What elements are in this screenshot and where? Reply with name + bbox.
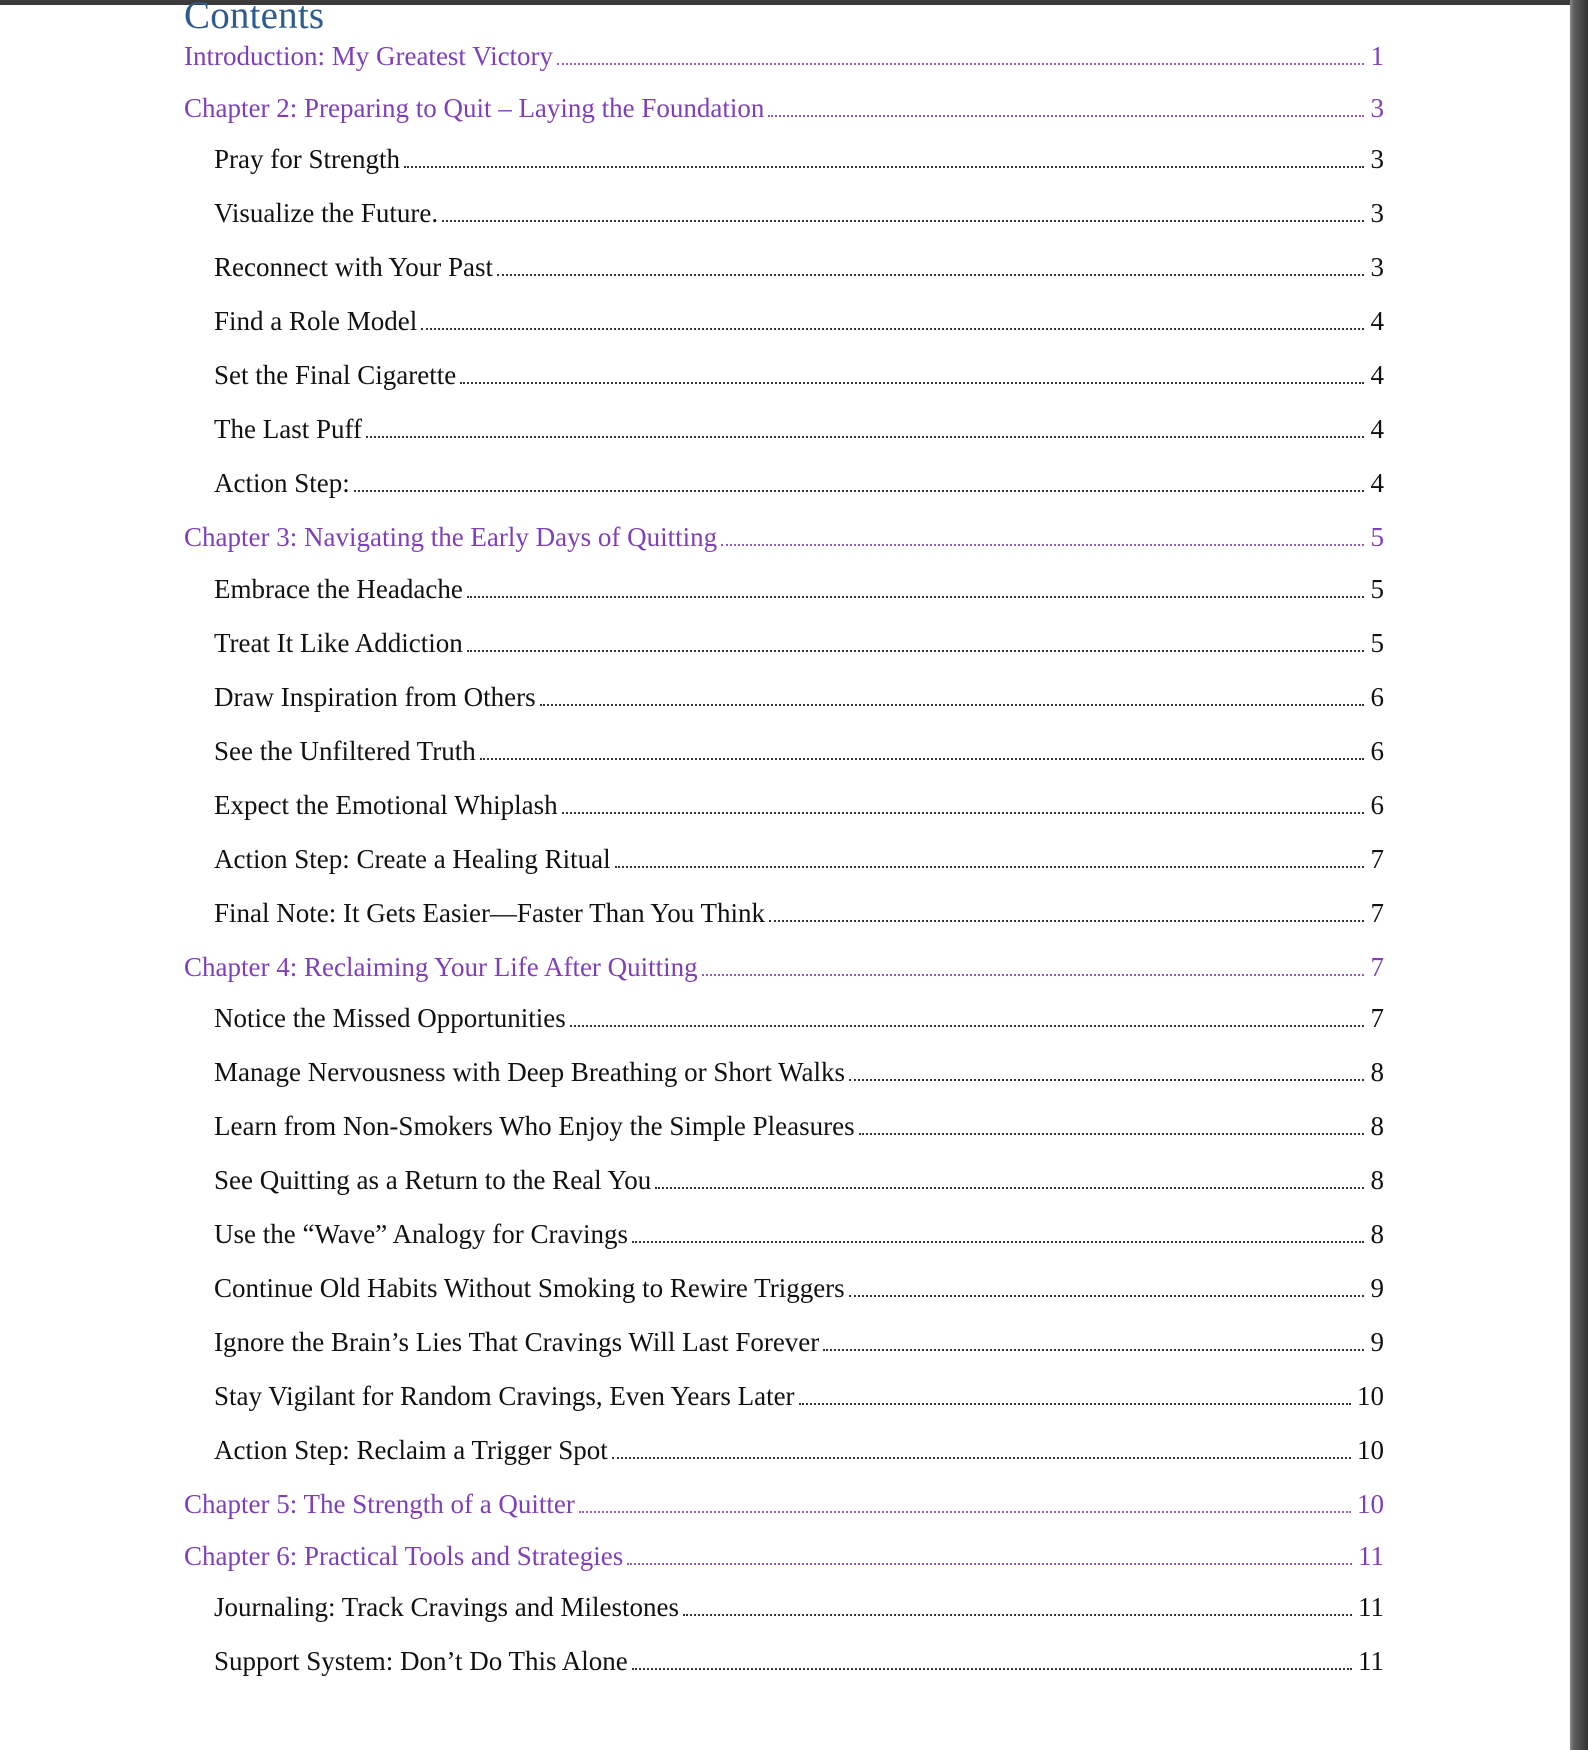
dot-leader	[460, 382, 1364, 384]
dot-leader	[683, 1614, 1352, 1616]
toc-entry-title: See Quitting as a Return to the Real You	[214, 1165, 652, 1195]
toc-page-number: 8	[1370, 1219, 1384, 1249]
toc-section-entry[interactable]	[184, 306, 1384, 360]
dot-leader	[702, 974, 1364, 976]
toc-page-number: 7	[1370, 951, 1384, 982]
dot-leader	[768, 115, 1364, 117]
toc-chapter-entry[interactable]	[184, 1541, 1384, 1593]
toc-page-number: 11	[1358, 1646, 1384, 1676]
dot-leader	[655, 1187, 1364, 1189]
dot-leader	[799, 1403, 1351, 1405]
dot-leader	[627, 1563, 1352, 1565]
toc-page-number: 10	[1357, 1381, 1384, 1411]
toc-section-entry[interactable]	[184, 628, 1384, 682]
toc-page-number: 1	[1370, 41, 1384, 71]
toc-section-entry[interactable]	[184, 1273, 1384, 1327]
toc-section-entry[interactable]	[184, 574, 1384, 628]
toc-page-number: 8	[1370, 1165, 1384, 1195]
toc-section-entry[interactable]	[184, 144, 1384, 198]
toc-page-number: 3	[1370, 92, 1384, 123]
dot-leader	[849, 1295, 1364, 1297]
toc-page-number: 11	[1358, 1540, 1384, 1571]
toc-entry-title: Support System: Don’t Do This Alone	[214, 1646, 628, 1676]
dot-leader	[557, 63, 1364, 65]
toc-chapter-entry[interactable]	[184, 1489, 1384, 1541]
toc-entry-title: The Last Puff	[214, 414, 362, 444]
toc-entry-title: Find a Role Model	[214, 306, 418, 336]
toc-section-entry[interactable]	[184, 1646, 1384, 1700]
toc-entry-title: Chapter 3: Navigating the Early Days of Quitting	[184, 522, 718, 552]
toc-entry-title: Final Note: It Gets Easier—Faster Than You Think	[214, 897, 765, 928]
toc-section-entry[interactable]	[184, 736, 1384, 790]
toc-entry-title: Chapter 5: The Strength of a Quitter	[184, 1489, 575, 1519]
dot-leader	[612, 1457, 1351, 1459]
toc-page-number: 4	[1370, 468, 1384, 498]
toc-section-entry[interactable]	[184, 844, 1384, 898]
toc-entry-title: See the Unfiltered Truth	[214, 735, 476, 766]
dot-leader	[769, 920, 1364, 922]
toc-entry-title: Learn from Non-Smokers Who Enjoy the Simple Pleasures	[214, 1111, 855, 1141]
toc-page-number: 5	[1370, 627, 1384, 658]
toc-section-entry[interactable]	[184, 1057, 1384, 1111]
toc-section-entry[interactable]	[184, 468, 1384, 522]
dot-leader	[721, 544, 1364, 546]
toc-page-number: 8	[1370, 1111, 1384, 1141]
toc-page-number: 10	[1357, 1435, 1384, 1465]
toc-section-entry[interactable]	[184, 252, 1384, 306]
toc-page-number: 11	[1358, 1592, 1384, 1622]
toc-page-number: 4	[1370, 306, 1384, 336]
toc-page-number: 4	[1370, 414, 1384, 444]
toc-entry-title: Ignore the Brain’s Lies That Cravings Will Last Forever	[214, 1327, 820, 1357]
toc-entry-title: Continue Old Habits Without Smoking to Rewire Triggers	[214, 1273, 845, 1303]
toc-page-number: 3	[1370, 198, 1384, 228]
toc-page-number: 9	[1370, 1273, 1384, 1303]
toc-heading: Contents	[184, 0, 325, 37]
toc-entry-title: Stay Vigilant for Random Cravings, Even Years Later	[214, 1381, 795, 1411]
toc-chapter-entry[interactable]	[184, 93, 1384, 145]
toc-section-entry[interactable]	[184, 1381, 1384, 1435]
toc-entry-title: Draw Inspiration from Others	[214, 681, 536, 712]
toc-section-entry[interactable]	[184, 1327, 1384, 1381]
toc-section-entry[interactable]	[184, 1165, 1384, 1219]
toc-entry-title: Pray for Strength	[214, 144, 400, 174]
toc-page-number: 10	[1357, 1489, 1384, 1519]
toc-page-number: 5	[1370, 573, 1384, 604]
toc-section-entry[interactable]	[184, 1003, 1384, 1057]
toc-chapter-entry[interactable]	[184, 952, 1384, 1004]
toc-entry-title: Treat It Like Addiction	[214, 627, 463, 658]
toc-section-entry[interactable]	[184, 1435, 1384, 1489]
toc-section-entry[interactable]	[184, 898, 1384, 952]
dot-leader	[540, 704, 1364, 706]
toc-page-number: 5	[1370, 522, 1384, 552]
toc-page-number: 4	[1370, 360, 1384, 390]
dot-leader	[404, 166, 1364, 168]
dot-leader	[849, 1079, 1364, 1081]
toc-chapter-entry[interactable]	[184, 41, 1384, 93]
toc-section-entry[interactable]	[184, 682, 1384, 736]
toc-section-entry[interactable]	[184, 198, 1384, 252]
toc-section-entry[interactable]	[184, 790, 1384, 844]
toc-section-entry[interactable]	[184, 1592, 1384, 1646]
toc-page-number: 6	[1370, 789, 1384, 820]
toc-page-number: 3	[1370, 252, 1384, 282]
toc-page-number: 7	[1370, 897, 1384, 928]
toc-entry-title: Visualize the Future.	[214, 198, 439, 228]
toc-page-number: 7	[1370, 843, 1384, 874]
dot-leader	[579, 1511, 1351, 1513]
dot-leader	[615, 866, 1364, 868]
toc-entry-title: Embrace the Headache	[214, 573, 463, 604]
toc-entry-title: Introduction: My Greatest Victory	[184, 41, 554, 71]
toc-entry-title: Manage Nervousness with Deep Breathing or Short Walks	[214, 1057, 845, 1087]
dot-leader	[442, 220, 1364, 222]
dot-leader	[632, 1668, 1352, 1670]
toc-entry-title: Chapter 2: Preparing to Quit – Laying the Foundation	[184, 92, 765, 123]
dot-leader	[859, 1133, 1364, 1135]
toc-section-entry[interactable]	[184, 414, 1384, 468]
toc-page-number: 6	[1370, 735, 1384, 766]
dot-leader	[823, 1349, 1364, 1351]
dot-leader	[421, 328, 1364, 330]
toc-chapter-entry[interactable]	[184, 522, 1384, 574]
toc-page-number: 9	[1370, 1327, 1384, 1357]
toc-page-number: 7	[1370, 1003, 1384, 1033]
toc-entry-title: Action Step: Reclaim a Trigger Spot	[214, 1435, 608, 1465]
dot-leader	[354, 490, 1364, 492]
toc-page-number: 6	[1370, 681, 1384, 712]
toc-entry-title: Expect the Emotional Whiplash	[214, 789, 558, 820]
dot-leader	[467, 650, 1364, 652]
toc-entry-title: Journaling: Track Cravings and Milestones	[214, 1592, 679, 1622]
toc-page-number: 3	[1370, 144, 1384, 174]
dot-leader	[366, 436, 1364, 438]
dot-leader	[467, 596, 1364, 598]
toc-entry-title: Use the “Wave” Analogy for Cravings	[214, 1219, 628, 1249]
viewer-right-frame	[1570, 0, 1588, 1750]
toc-section-entry[interactable]	[184, 1111, 1384, 1165]
toc-entry-title: Reconnect with Your Past	[214, 252, 493, 282]
dot-leader	[497, 274, 1364, 276]
toc-entry-title: Chapter 4: Reclaiming Your Life After Quitting	[184, 951, 698, 982]
dot-leader	[480, 758, 1364, 760]
toc-entry-title: Action Step: Create a Healing Ritual	[214, 843, 611, 874]
dot-leader	[562, 812, 1364, 814]
dot-leader	[632, 1241, 1364, 1243]
dot-leader	[570, 1025, 1364, 1027]
toc-section-entry[interactable]	[184, 360, 1384, 414]
toc-page-number: 8	[1370, 1057, 1384, 1087]
table-of-contents	[184, 41, 1384, 1700]
toc-entry-title: Set the Final Cigarette	[214, 360, 457, 390]
toc-entry-title: Action Step:	[214, 468, 350, 498]
toc-entry-title: Notice the Missed Opportunities	[214, 1003, 566, 1033]
toc-entry-title: Chapter 6: Practical Tools and Strategies	[184, 1540, 624, 1571]
toc-section-entry[interactable]	[184, 1219, 1384, 1273]
